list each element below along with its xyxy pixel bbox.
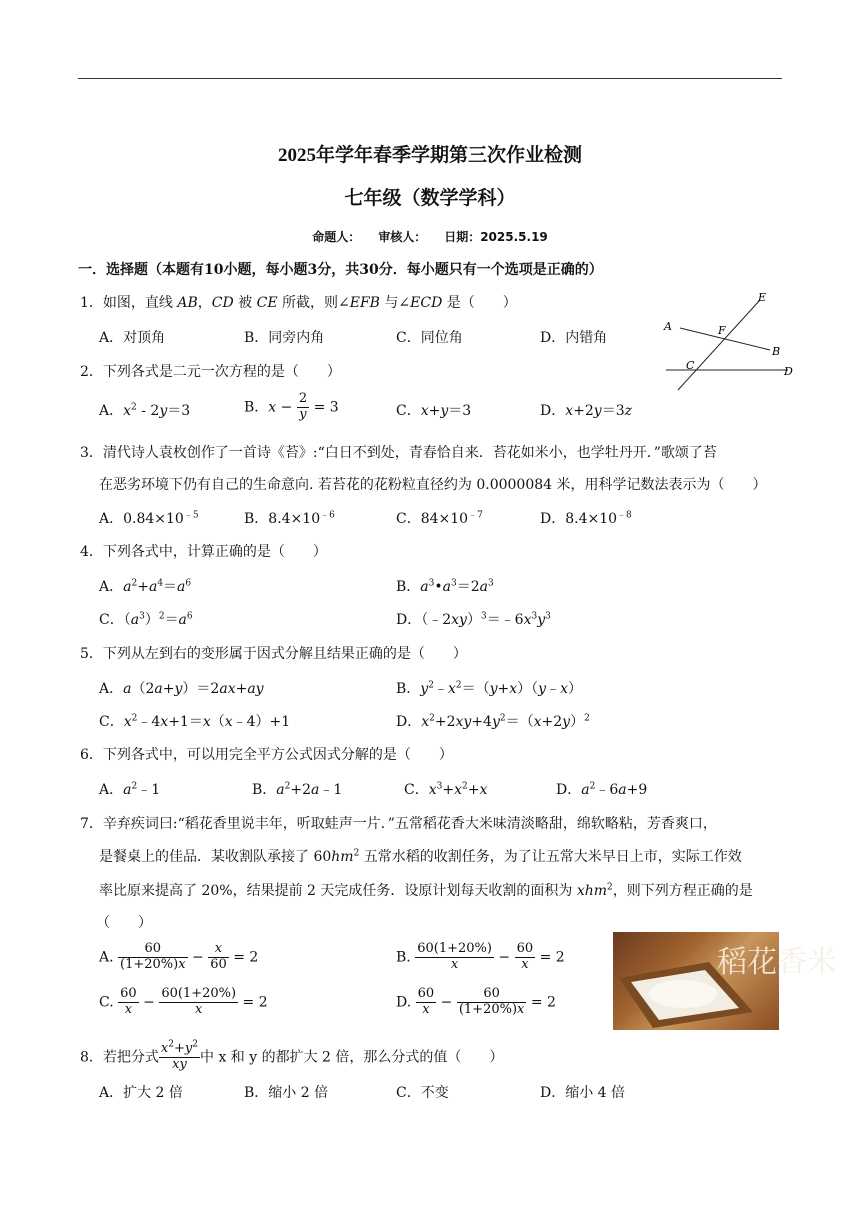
q6-option-c[interactable]: C．$x^3+x^2+x$ [404, 781, 488, 798]
q8-option-c[interactable]: C．不变 [396, 1085, 449, 1101]
q1-geometry-figure [660, 288, 800, 394]
q5-option-d[interactable]: D．$x^2+2xy+4y^2=(x+2y)^2$ [396, 713, 590, 730]
q8-option-a[interactable]: A．扩大 2 倍 [99, 1085, 183, 1101]
label-f: F [718, 324, 726, 337]
question-7-line-3: 率比原来提高了 20%，结果提前 2 天完成任务．设原计划每天收割的面积为 xhm$^2$，则下列方程正确的是 [99, 882, 753, 899]
q1-option-d[interactable]: D．内错角 [540, 330, 608, 346]
question-7-line-2: 是餐桌上的佳品．某收割队承接了 $60hm^2$ 五常水稻的收割任务，为了让五常大米早日上市，实际工作效 [99, 848, 742, 865]
q4-option-c[interactable]: C．$(a^3)^2=a^6$ [99, 611, 193, 628]
q6-option-b[interactable]: B．$a^2+2a﹣1$ [252, 781, 343, 798]
q4-option-b[interactable]: B．$a^3•a^3=2a^3$ [396, 578, 494, 595]
q5-option-c[interactable]: C．$x^2﹣4x+1=x(x﹣4)+1$ [99, 713, 291, 730]
q7-option-b[interactable]: B. $\frac{60(1+20\%)}{x}$ − $\frac{60}{x}$ = 2 [396, 941, 565, 972]
q7-option-a[interactable]: A. $\frac{60}{(1+20\%)x}$ − $\frac{x}{60}$ = 2 [99, 941, 259, 972]
question-4-stem: 4．下列各式中，计算正确的是（ ） [80, 544, 327, 560]
photo-caption: 稻花香米 [717, 945, 837, 980]
section-heading: 一．选择题（本题有10小题，每小题3分，共30分．每小题只有一个选项是正确的） [78, 262, 603, 278]
q5-option-b[interactable]: B．$y^2﹣x^2=(y+x)(y﹣x)$ [396, 680, 582, 697]
label-a: A [664, 320, 672, 333]
question-5-stem: 5．下列从左到右的变形属于因式分解且结果正确的是（ ） [80, 646, 467, 662]
q3-option-a[interactable]: A．$0.84\times 10^{﹣5}$ [99, 510, 199, 527]
q7-option-c[interactable]: C. $\frac{60}{x}$ − $\frac{60(1+20\%)}{x}$ = 2 [99, 986, 268, 1017]
q8-option-b[interactable]: B．缩小 2 倍 [244, 1085, 329, 1101]
q2-option-a[interactable]: A．$x^2$ ‐ 2y＝3 [99, 402, 191, 419]
label-e: E [758, 291, 767, 304]
page-title: 2025年学年春季学期第三次作业检测 [277, 145, 582, 166]
q3-option-b[interactable]: B．$8.4\times 10^{﹣6}$ [244, 510, 335, 527]
q3-option-d[interactable]: D．$8.4\times 10^{﹣8}$ [540, 510, 632, 527]
question-3-line-2: 在恶劣环境下仍有自己的生命意向. 若苔花的花粉粒直径约为 0.0000084 米，用科学记数法表示为（ ） [99, 477, 767, 493]
q3-option-c[interactable]: C．$84\times 10^{﹣7}$ [396, 510, 483, 527]
q8-option-d[interactable]: D．缩小 4 倍 [540, 1085, 626, 1101]
q6-option-d[interactable]: D．$a^2﹣6a+9$ [556, 781, 648, 798]
q4-option-a[interactable]: A．$a^2+a^4=a^6$ [99, 578, 192, 595]
question-7-line-1: 7．辛弃疾词曰:“稻花香里说丰年，听取蛙声一片．”五常稻花香大米味清淡略甜，绵软略粘，芳香爽口， [80, 816, 717, 832]
page-subtitle: 七年级（数学学科） [344, 188, 516, 209]
q2-option-d[interactable]: D．x+2y＝3z [540, 403, 633, 419]
q4-option-d[interactable]: D．$(﹣2xy)^3=﹣6x^3y^3$ [396, 611, 551, 628]
rice-photo [613, 932, 837, 1030]
question-6-stem: 6．下列各式中，可以用完全平方公式因式分解的是（ ） [80, 747, 453, 763]
q1-option-c[interactable]: C．同位角 [396, 330, 463, 346]
q6-option-a[interactable]: A．$a^2﹣1$ [99, 781, 161, 798]
rice-illustration [613, 932, 837, 1030]
question-1-stem: 1．如图，直线 AB，CD 被 CE 所截，则∠EFB 与∠ECD 是（ ） [80, 295, 517, 311]
q1-option-b[interactable]: B．同旁内角 [244, 330, 325, 346]
label-b: B [772, 345, 781, 358]
top-rule [78, 78, 782, 79]
label-c: C [686, 359, 695, 372]
q2-option-c[interactable]: C．x+y＝3 [396, 403, 472, 419]
question-7-answer-paren: （ ） [96, 915, 152, 931]
question-2-stem: 2．下列各式是二元一次方程的是（ ） [80, 364, 341, 380]
exam-meta: 命题人： 审核人： 日期：2025.5.19 [312, 230, 548, 244]
q2-option-b[interactable]: B．x − $\frac{2}{y}$ = 3 [244, 391, 339, 422]
q5-option-a[interactable]: A．a（2a+y）＝2ax+ay [99, 681, 264, 697]
q1-option-a[interactable]: A．对顶角 [99, 330, 166, 346]
question-8-stem: 8．若把分式 $\frac{x^2+y^2}{xy}$ 中 x 和 y 的都扩大 2 倍，那么分式的值（ ） [80, 1039, 504, 1072]
label-d: D [784, 365, 793, 378]
question-3-line-1: 3．清代诗人袁枚创作了一首诗《苔》:“白日不到处，青春恰自来．苔花如米小，也学牡丹开．”歌颂了苔 [80, 445, 717, 461]
q7-option-d[interactable]: D. $\frac{60}{x}$ − $\frac{60}{(1+20\%)x}$ = 2 [396, 986, 556, 1017]
